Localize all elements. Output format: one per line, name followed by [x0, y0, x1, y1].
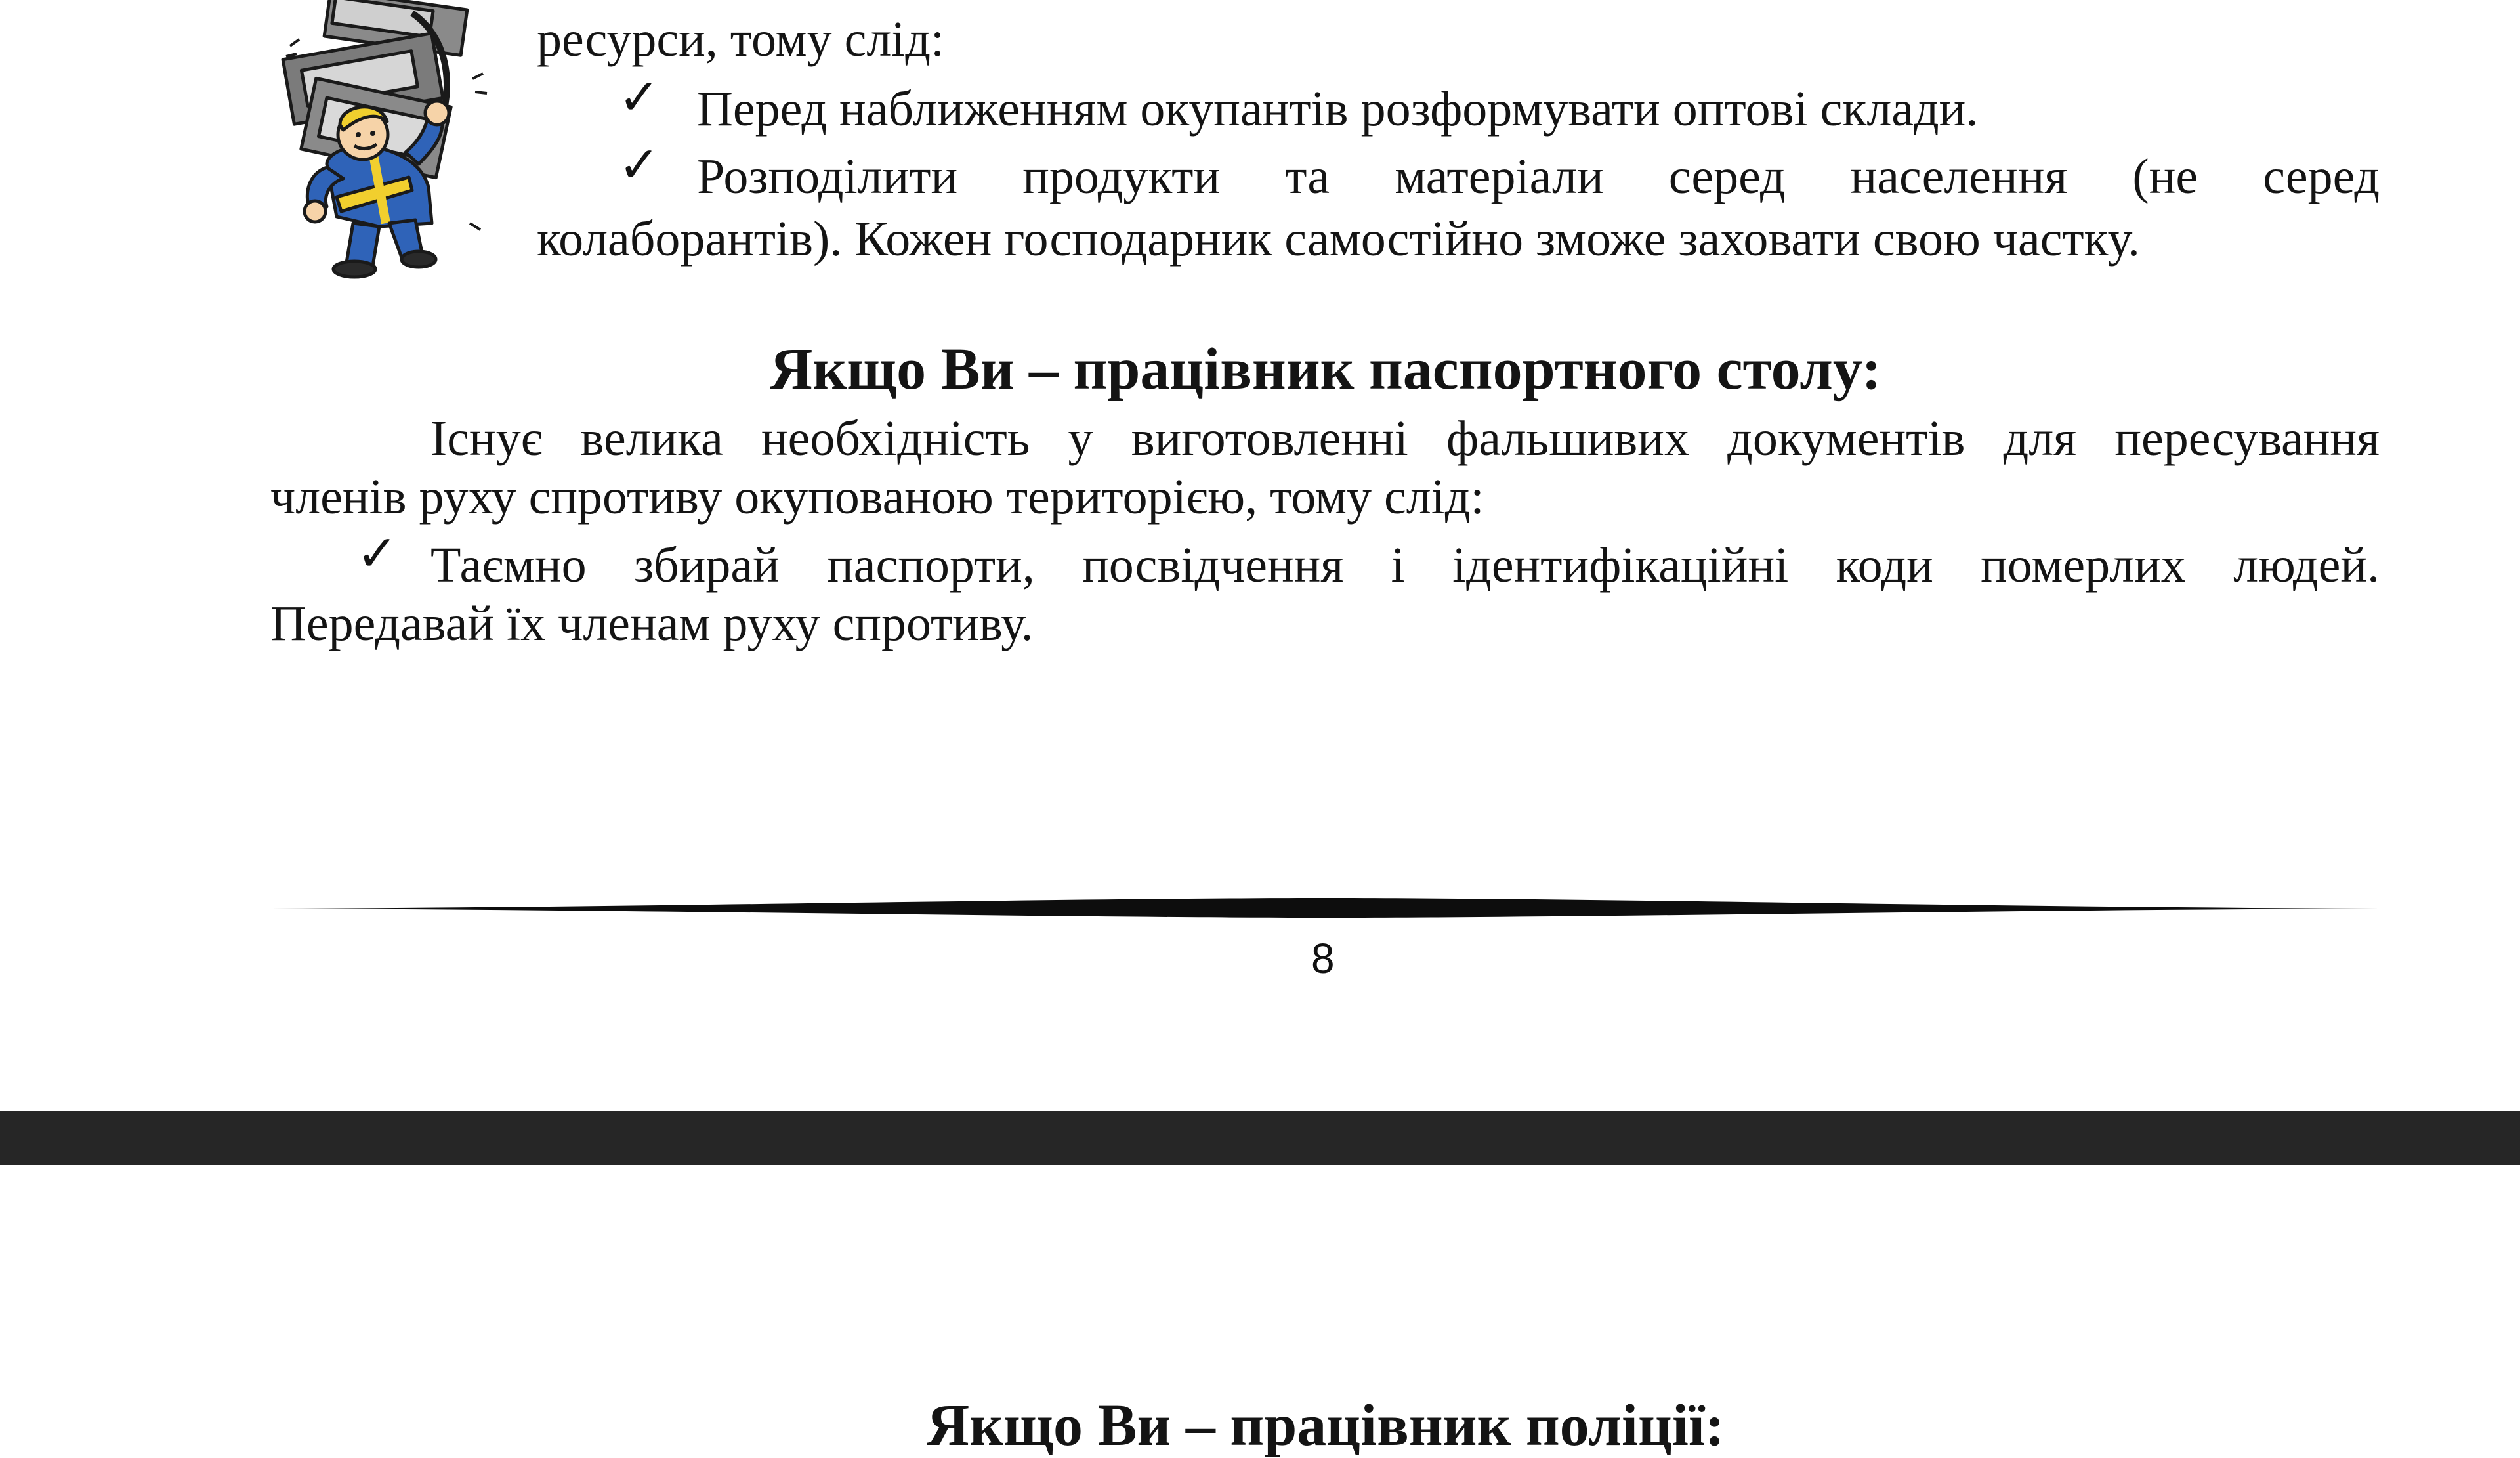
page-separator — [0, 1111, 2520, 1165]
bullet-line: Передавай їх членам руху спротиву. — [270, 596, 1034, 651]
page-number: 8 — [1311, 935, 1335, 982]
document-page-next — [0, 1165, 2520, 1458]
checkmark-icon: ✓ — [356, 524, 398, 582]
paragraph-line: Існує велика необхідність у виготовленні фальшивих документів для пересування — [430, 411, 2380, 466]
paragraph-line: членів руху спротиву окупованою територією, тому слід: — [270, 469, 1484, 525]
bullet-line: Таємно збирай паспорти, посвідчення і ідентифікаційні коди померлих людей. — [430, 538, 2380, 593]
worker-carrying-boxes-illustration — [281, 0, 491, 289]
section-heading: Якщо Ви – працівник паспортного столу: — [770, 337, 1881, 402]
intro-text-tail: ресурси, тому слід: — [537, 12, 945, 67]
checkmark-icon: ✓ — [618, 68, 660, 126]
bullet-line: Перед наближенням окупантів розформувати оптові склади. — [697, 81, 1979, 137]
section-heading: Якщо Ви – працівник поліції: — [927, 1393, 1725, 1458]
bullet-line: колаборантів). Кожен господарник самостійно зможе заховати свою частку. — [537, 211, 2140, 267]
checkmark-icon: ✓ — [618, 135, 660, 194]
footer-divider — [270, 895, 2380, 922]
bullet-line: Розподілити продукти та матеріали серед населення (не серед — [697, 149, 2380, 204]
